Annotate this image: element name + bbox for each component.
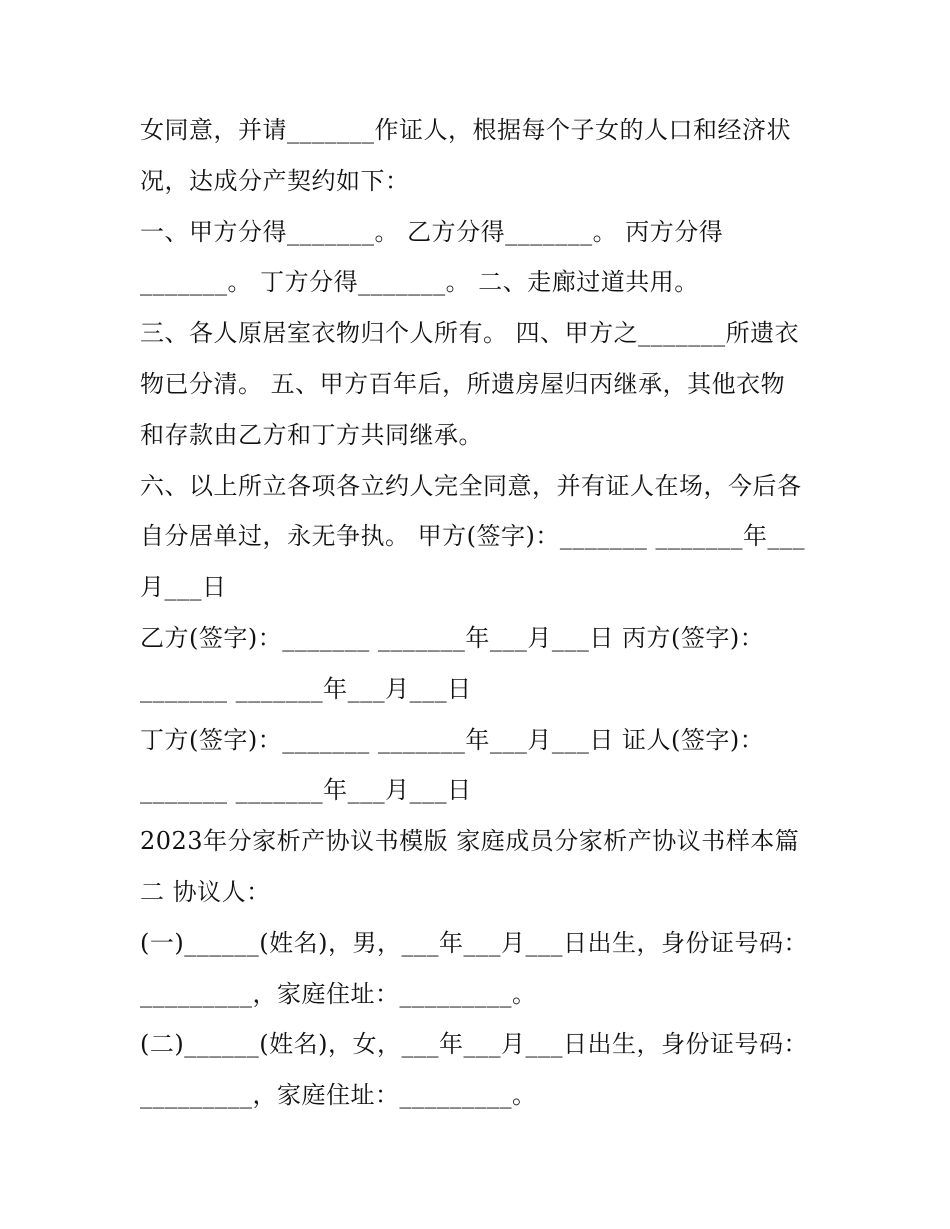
text-line: _______。 丁方分得_______。 二、走廊过道共用。 xyxy=(140,268,699,297)
text-line: (一)______(姓名)，男，___年___月___日出生，身份证号码： xyxy=(140,928,808,957)
text-line: 况，达成分产契约如下： xyxy=(140,166,410,195)
text-line: 物已分清。 五、甲方百年后，所遗房屋归丙继承，其他衣物 xyxy=(140,369,786,398)
text-line: _________，家庭住址：_________。 xyxy=(140,979,537,1008)
text-line: 六、以上所立各项各立约人完全同意，并有证人在场，今后各 xyxy=(140,471,802,500)
text-line: 二 协议人： xyxy=(140,877,271,906)
text-line: _______ _______年___月___日 xyxy=(140,674,472,703)
text-line: _________，家庭住址：_________。 xyxy=(140,1081,537,1110)
text-line: _______ _______年___月___日 xyxy=(140,776,472,805)
text-line: (二)______(姓名)，女，___年___月___日出生，身份证号码： xyxy=(140,1030,808,1059)
text-line: 2023年分家析产协议书模版 家庭成员分家析产协议书样本篇 xyxy=(140,827,800,856)
text-line: 和存款由乙方和丁方共同继承。 xyxy=(140,420,483,449)
text-line: 一、甲方分得_______。 乙方分得_______。 丙方分得 xyxy=(140,217,724,246)
text-line: 月___日 xyxy=(140,573,227,602)
text-line: 乙方(签字)：_______ _______年___月___日 丙方(签字)： xyxy=(140,623,765,652)
text-line: 丁方(签字)：_______ _______年___月___日 证人(签字)： xyxy=(140,725,765,754)
text-line: 女同意，并请_______作证人，根据每个子女的人口和经济状 xyxy=(140,116,791,144)
text-line: 自分居单过，永无争执。 甲方(签字)：_______ _______年___ xyxy=(140,522,805,551)
text-line: 三、各人原居室衣物归个人所有。 四、甲方之_______所遗衣 xyxy=(140,319,800,348)
document-page xyxy=(140,105,840,1121)
